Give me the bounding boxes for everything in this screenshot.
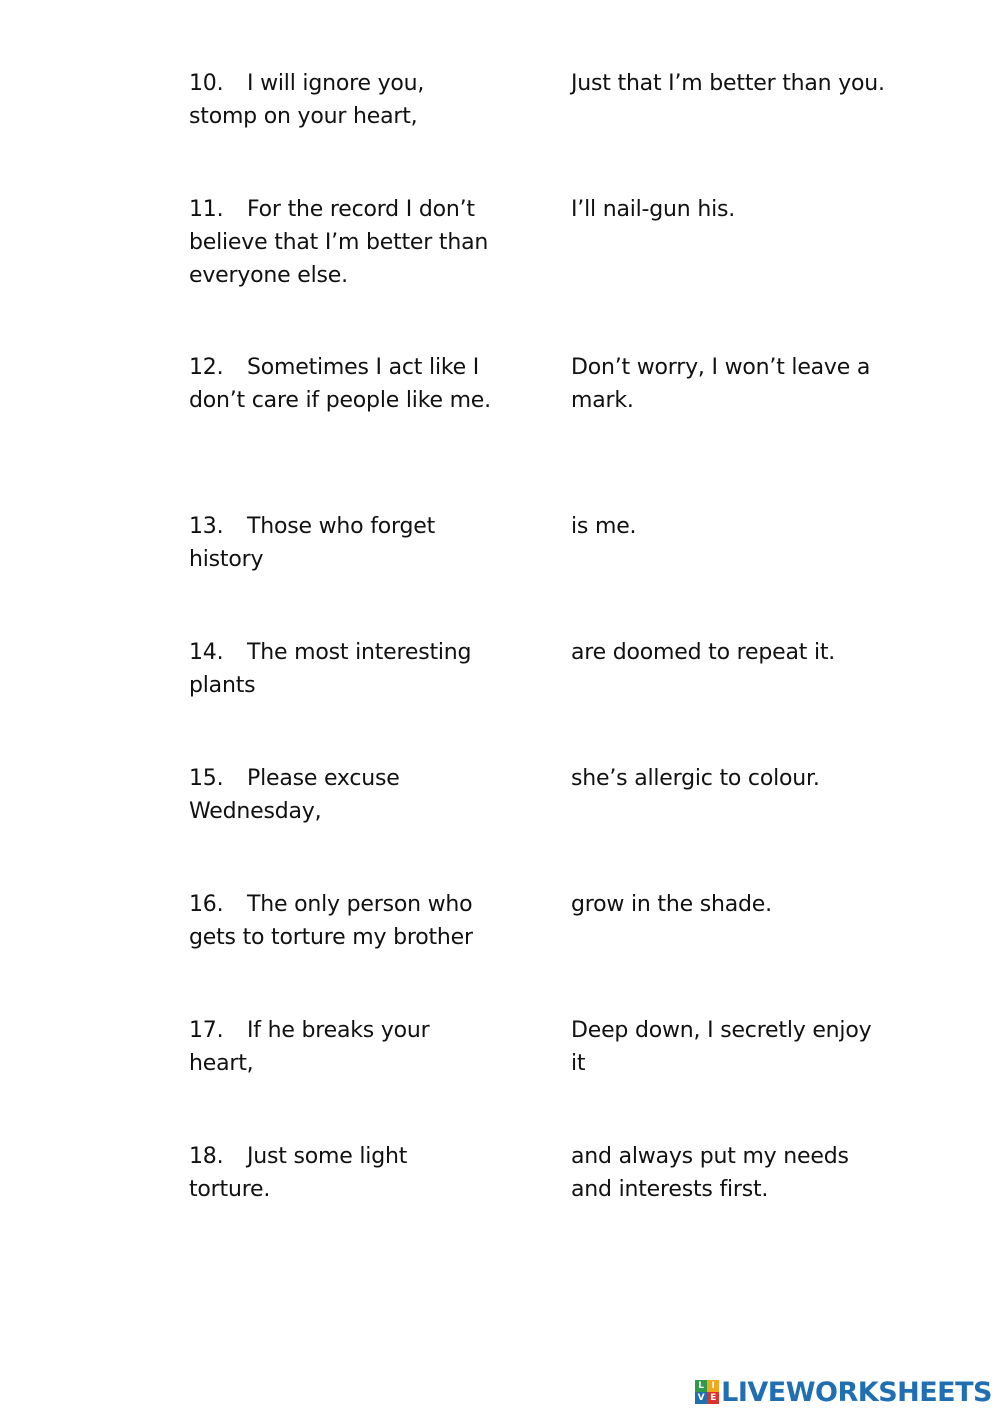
item-number: 13.: [189, 514, 224, 539]
logo-icon: [695, 1380, 719, 1404]
left-phrase: [189, 67, 494, 133]
right-phrase: grow in the shade.: [571, 892, 772, 917]
left-text: I will ignore you, stomp on your heart,: [189, 71, 425, 129]
left-phrase: [189, 351, 494, 417]
item-number: 17.: [189, 1018, 224, 1043]
right-phrase: and always put my needs and interests first.: [571, 1144, 849, 1202]
item-number: 12.: [189, 355, 224, 380]
logo-text: LIVEWORKSHEETS: [721, 1376, 992, 1408]
liveworksheets-logo[interactable]: [695, 1377, 992, 1407]
item-number: 15.: [189, 766, 224, 791]
right-phrase: she’s allergic to colour.: [571, 766, 820, 791]
left-text: Sometimes I act like I don’t care if people like me.: [189, 355, 491, 413]
item-number: 18.: [189, 1144, 224, 1169]
left-phrase: [189, 888, 499, 954]
logo-letter-v: V: [695, 1392, 707, 1404]
logo-letter-e: E: [707, 1392, 719, 1404]
right-phrase: Don’t worry, I won’t leave a mark.: [571, 355, 871, 413]
logo-letter-i: I: [707, 1380, 719, 1392]
left-text: The most interesting plants: [189, 640, 472, 698]
left-phrase: [189, 762, 494, 828]
left-phrase: [189, 510, 494, 576]
left-phrase: [189, 193, 494, 292]
left-text: Please excuse Wednesday,: [189, 766, 400, 824]
item-number: 11.: [189, 197, 224, 222]
right-phrase: I’ll nail-gun his.: [571, 197, 736, 222]
left-text: The only person who gets to torture my brother: [189, 892, 473, 950]
left-phrase: [189, 1014, 494, 1080]
left-text: For the record I don’t believe that I’m better than everyone else.: [189, 197, 489, 288]
left-phrase: [189, 636, 494, 702]
item-number: 14.: [189, 640, 224, 665]
left-text: If he breaks your heart,: [189, 1018, 430, 1076]
left-phrase: [189, 1140, 494, 1206]
item-number: 10.: [189, 71, 224, 96]
right-phrase: Deep down, I secretly enjoy it: [571, 1018, 872, 1076]
right-phrase: is me.: [571, 514, 637, 539]
left-text: Just some light torture.: [189, 1144, 408, 1202]
left-text: Those who forget history: [189, 514, 436, 572]
right-phrase: are doomed to repeat it.: [571, 640, 836, 665]
logo-letter-l: L: [695, 1380, 707, 1392]
item-number: 16.: [189, 892, 224, 917]
right-phrase: Just that I’m better than you.: [571, 71, 885, 96]
